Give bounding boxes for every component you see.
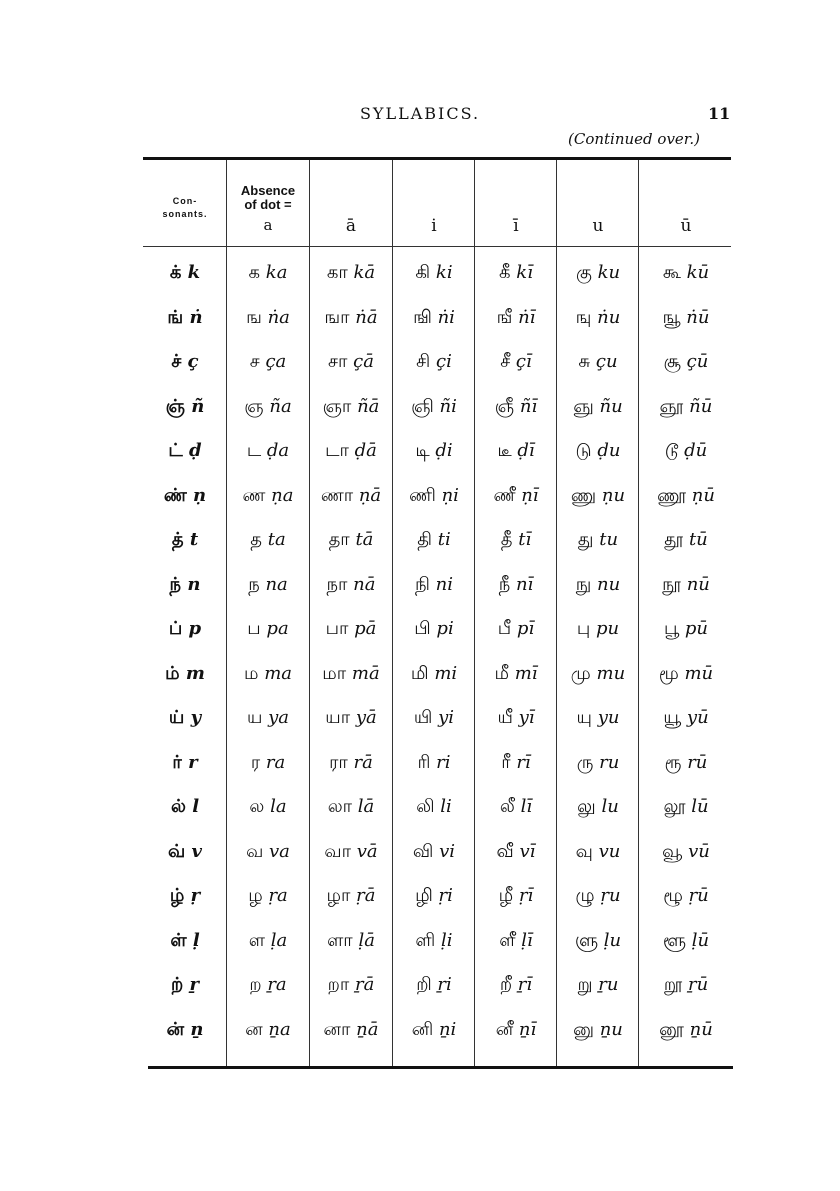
ii-cell: ஞீ ñī	[494, 395, 538, 417]
absence-cell: ண ṇa	[242, 484, 294, 506]
aa-cell: றா ṟā	[327, 974, 375, 995]
i-cell: னி ṉi	[411, 1018, 457, 1040]
u-cell: பு pu	[576, 618, 620, 639]
uu-cell: தூ tū	[664, 529, 708, 550]
absence-cell: ச ça	[249, 351, 287, 372]
i-cell: வி vi	[412, 840, 456, 862]
aa-cell: பா pā	[325, 618, 377, 639]
u-cell: மு mu	[570, 662, 626, 684]
absence-cell: ந na	[248, 573, 288, 595]
consonant-cell: ட் ḍ	[168, 440, 202, 461]
ii-cell: லீ lī	[499, 796, 533, 817]
consonant-cell: ஞ் ñ	[165, 395, 205, 417]
ii-cell: யீ yī	[497, 707, 535, 728]
absence-cell: ஞ ña	[244, 395, 292, 417]
consonant-cell: ந் n	[169, 573, 201, 595]
table-row	[0, 351, 840, 396]
header-vowel-u: u	[592, 216, 604, 236]
aa-cell: லா lā	[327, 796, 375, 817]
absence-cell: வ va	[246, 840, 290, 862]
consonant-cell: ச் ç	[171, 351, 199, 372]
uu-cell: சூ çū	[663, 351, 709, 372]
i-cell: மி mi	[410, 662, 458, 684]
u-cell: னு ṉu	[573, 1018, 623, 1040]
consonant-cell: க் k	[169, 262, 201, 283]
ii-cell: ழீ ṛī	[498, 885, 534, 906]
table-row	[0, 485, 840, 530]
table-row	[0, 974, 840, 1019]
absence-cell: க ka	[248, 262, 288, 283]
page-title: SYLLABICS.	[359, 104, 481, 123]
consonant-cell: ப் p	[168, 618, 202, 639]
ii-cell: னீ ṉī	[495, 1018, 537, 1040]
header-vowel-uu: ū	[680, 216, 692, 236]
table-row	[0, 663, 840, 708]
i-cell: தி ti	[417, 529, 451, 550]
absence-cell: ம ma	[243, 662, 293, 684]
ii-cell: ளீ ḷī	[499, 929, 533, 951]
ii-cell: வீ vī	[496, 840, 536, 862]
consonant-cell: ள் ḷ	[170, 929, 200, 951]
u-cell: து tu	[577, 529, 619, 550]
table-row	[0, 796, 840, 841]
uu-cell: யூ yū	[663, 707, 709, 728]
consonant-cell: ல் l	[170, 796, 200, 817]
consonant-cell: ழ் ṛ	[169, 885, 201, 906]
table-row	[0, 1019, 840, 1064]
ii-cell: ணீ ṇī	[493, 484, 539, 506]
consonant-cell: ண் ṇ	[163, 484, 207, 506]
absence-cell: ங ṅa	[246, 306, 290, 328]
consonant-cell: வ் v	[168, 840, 202, 862]
aa-cell: ணா ṇā	[320, 484, 382, 506]
header-vowel-ii: ī	[513, 216, 519, 236]
header-absence-line1: Absence	[240, 183, 296, 198]
ii-cell: மீ mī	[494, 662, 538, 684]
header-vowel-aa: ā	[345, 216, 357, 236]
uu-cell: ழூ ṛū	[663, 885, 709, 906]
i-cell: லி li	[416, 796, 452, 817]
header-absence-of-dot	[228, 184, 308, 232]
uu-cell: னூ ṉū	[659, 1018, 713, 1040]
uu-cell: மூ mū	[658, 662, 714, 684]
uu-cell: டூ ḍū	[664, 440, 708, 461]
header-consonants-line1: Con-	[172, 196, 198, 206]
u-cell: ரு ru	[576, 751, 620, 773]
u-cell: று ṟu	[577, 974, 619, 995]
absence-cell: ழ ṛa	[248, 885, 288, 906]
absence-cell: ட ḍa	[246, 440, 290, 461]
consonant-cell: ன் ṉ	[166, 1018, 204, 1040]
consonant-cell: ர் r	[172, 751, 198, 773]
table-bottom-rule	[148, 1066, 733, 1069]
aa-cell: டா ḍā	[325, 440, 377, 461]
table-row	[0, 307, 840, 352]
aa-cell: சா çā	[328, 351, 374, 372]
consonant-cell: ய் y	[168, 707, 202, 728]
uu-cell: ணூ ṇū	[657, 484, 715, 506]
i-cell: பி pi	[414, 618, 454, 639]
table-row	[0, 396, 840, 441]
absence-cell: ப pa	[247, 618, 289, 639]
continued-note: (Continued over.)	[568, 130, 700, 148]
ii-cell: கீ kī	[499, 262, 533, 283]
i-cell: கி ki	[415, 262, 453, 283]
i-cell: ஞி ñi	[411, 395, 457, 417]
u-cell: டு ḍu	[575, 440, 621, 461]
absence-cell: ன ṉa	[245, 1018, 291, 1040]
header-absence-vowel: a	[263, 216, 273, 234]
header-consonants-line2: sonants.	[162, 209, 208, 219]
ii-cell: ஙீ ṅī	[496, 306, 536, 328]
aa-cell: மா mā	[322, 662, 380, 684]
i-cell: டி ḍi	[415, 440, 453, 461]
aa-cell: யா yā	[325, 707, 377, 728]
absence-cell: ற ṟa	[249, 974, 287, 995]
uu-cell: ஞூ ñū	[659, 395, 713, 417]
table-row	[0, 529, 840, 574]
i-cell: ளி ḷi	[415, 929, 453, 951]
uu-cell: நூ nū	[662, 573, 710, 595]
header-vowel-i: i	[431, 216, 437, 236]
uu-cell: ளூ ḷū	[662, 929, 710, 951]
uu-cell: ஙூ ṅū	[662, 306, 710, 328]
u-cell: லு lu	[577, 796, 619, 817]
uu-cell: கூ kū	[662, 262, 710, 283]
aa-cell: ழா ṛā	[326, 885, 376, 906]
aa-cell: ளா ḷā	[327, 929, 375, 951]
consonant-cell: ங் ṅ	[167, 306, 203, 328]
absence-cell: ய ya	[246, 707, 290, 728]
table-row	[0, 885, 840, 930]
u-cell: ளு ḷu	[574, 929, 622, 951]
ii-cell: சீ çī	[500, 351, 532, 372]
consonant-cell: ம் m	[165, 662, 205, 684]
absence-cell: ர ra	[250, 751, 286, 773]
table-header-rule	[143, 246, 731, 247]
u-cell: வு vu	[575, 840, 621, 862]
table-top-rule	[143, 157, 731, 160]
ii-cell: பீ pī	[497, 618, 535, 639]
page-number: 11	[708, 104, 731, 123]
u-cell: சு çu	[578, 351, 618, 372]
aa-cell: ரா rā	[329, 751, 373, 773]
uu-cell: ரூ rū	[664, 751, 708, 773]
ii-cell: தீ tī	[500, 529, 532, 550]
i-cell: ரி ri	[417, 751, 451, 773]
u-cell: ஙு ṅu	[575, 306, 621, 328]
u-cell: நு nu	[575, 573, 621, 595]
table-row	[0, 574, 840, 619]
table-row	[0, 262, 840, 307]
header-consonants	[145, 195, 225, 221]
aa-cell: கா kā	[326, 262, 376, 283]
aa-cell: தா tā	[328, 529, 374, 550]
table-row	[0, 440, 840, 485]
table-row	[0, 618, 840, 663]
i-cell: நி ni	[415, 573, 453, 595]
table-row	[0, 841, 840, 886]
i-cell: றி ṟi	[416, 974, 452, 995]
ii-cell: ரீ rī	[501, 751, 531, 773]
i-cell: ஙி ṅi	[413, 306, 455, 328]
header-absence-line2: of dot =	[244, 197, 292, 212]
absence-cell: த ta	[250, 529, 286, 550]
uu-cell: பூ pū	[663, 618, 709, 639]
table-row	[0, 707, 840, 752]
u-cell: கு ku	[575, 262, 621, 283]
ii-cell: நீ nī	[498, 573, 534, 595]
i-cell: யி yi	[413, 707, 455, 728]
aa-cell: ஙா ṅā	[324, 306, 378, 328]
uu-cell: வூ vū	[662, 840, 710, 862]
aa-cell: நா nā	[326, 573, 376, 595]
syllabics-table-body	[0, 262, 840, 1063]
u-cell: ஞு ñu	[573, 395, 623, 417]
uu-cell: றூ ṟū	[663, 974, 709, 995]
aa-cell: ஞா ñā	[322, 395, 380, 417]
absence-cell: ல la	[249, 796, 287, 817]
i-cell: ழி ṛi	[415, 885, 453, 906]
ii-cell: டீ ḍī	[497, 440, 535, 461]
i-cell: ணி ṇi	[409, 484, 459, 506]
aa-cell: னா ṉā	[323, 1018, 379, 1040]
consonant-cell: த் t	[171, 529, 199, 550]
i-cell: சி çi	[416, 351, 452, 372]
u-cell: ழு ṛu	[575, 885, 621, 906]
u-cell: யு yu	[576, 707, 620, 728]
aa-cell: வா vā	[324, 840, 378, 862]
table-row	[0, 752, 840, 797]
u-cell: ணு ṇu	[570, 484, 626, 506]
consonant-cell: ற் ṟ	[170, 974, 199, 995]
table-row	[0, 930, 840, 975]
ii-cell: றீ ṟī	[499, 974, 533, 995]
absence-cell: ள ḷa	[248, 929, 288, 951]
uu-cell: லூ lū	[663, 796, 709, 817]
